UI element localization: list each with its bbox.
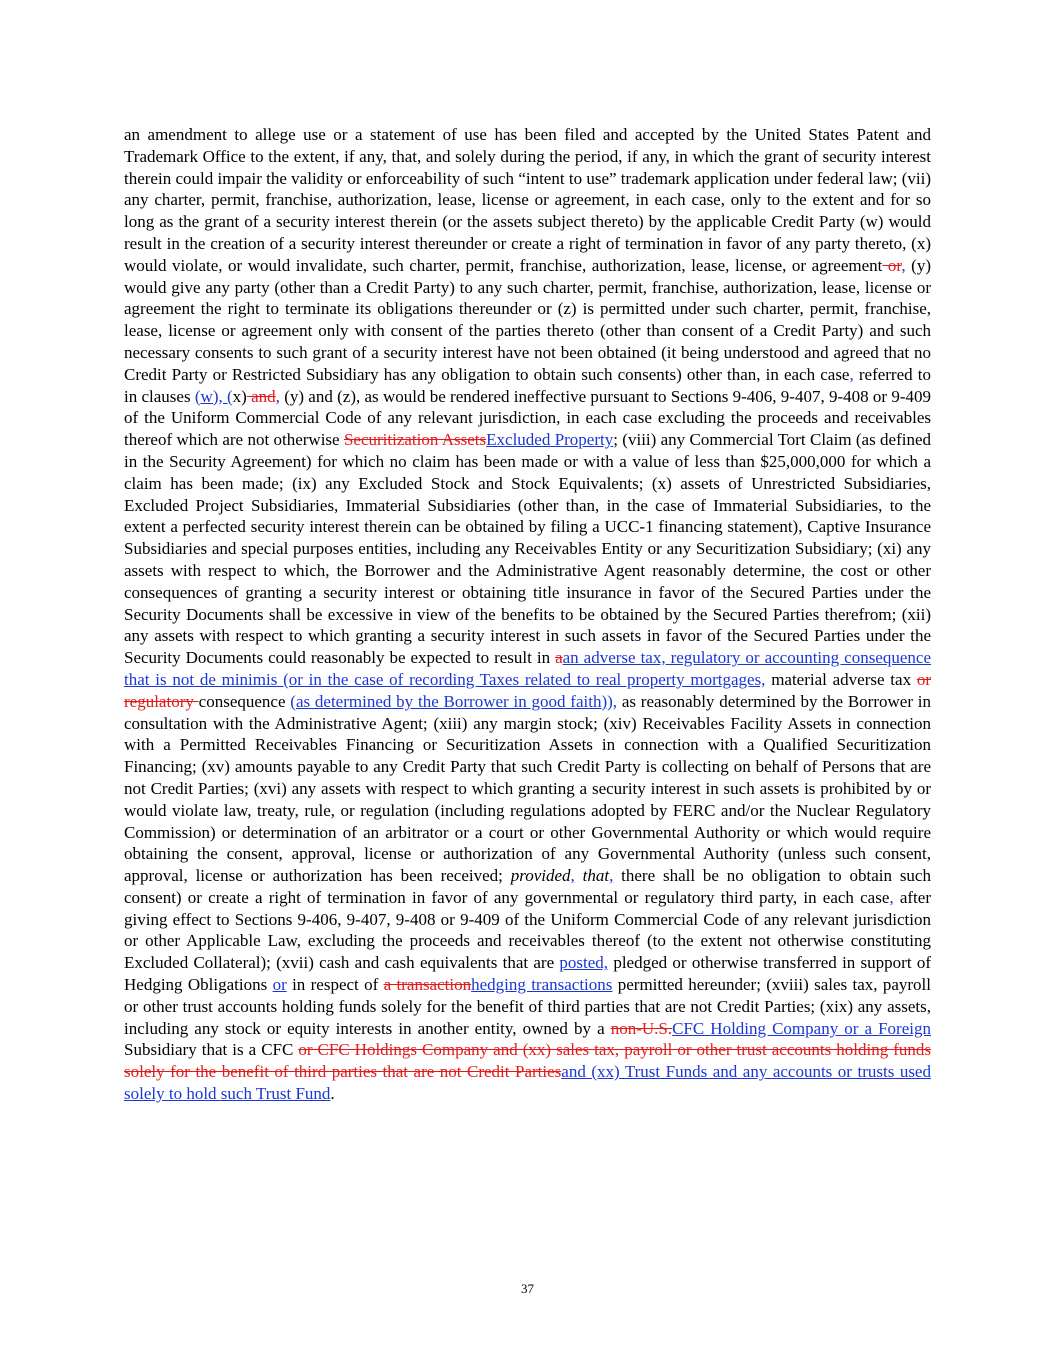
inserted-text: , (275, 386, 280, 406)
deleted-text: a (555, 648, 563, 668)
inserted-text: (as determined by the Borrower in good faith)), (290, 691, 618, 711)
text-run: (y) and (z), as would be rendered ineffective pursuant to Sections 9-406, 9-407, 9-408 or 9-409 of the Uniform Commercial Code of any relevant jurisdiction, in each case excluding the proceeds and receivables thereof which are not otherwise (124, 386, 932, 450)
text-run: (y) would give any party (other than a Credit Party) to any such charter, permit, franchise, authorization, lease, license or agreement the right to terminate its obligations thereunder or (z) is permitted under such charter, permit, franchise, lease, license or agreement only with consent of the parties thereto (other than consent of a Credit Party) and such necessary consents to such grant of a security interest have not been obtained (it being understood and agreed that no Credit Party or Restricted Subsidiary has any obligation to obtain such consents) other than, in each case (124, 255, 932, 384)
inserted-text: Excluded Property (486, 430, 614, 450)
inserted-text: an adverse tax, regulatory or accounting consequence that is not de minimis (or in the case of recording Taxes related to real property mortgages, (124, 648, 931, 689)
deleted-text: or (882, 255, 902, 275)
inserted-text: and (xx) Trust Funds and any accounts or trusts used solely to hold such Trust Fund (124, 1062, 931, 1104)
inserted-text: hedging transactions (471, 975, 613, 995)
text-run: x) (232, 386, 247, 406)
inserted-text: , (889, 887, 894, 907)
italic-text: that (574, 866, 610, 886)
text-run: permitted hereunder; (xviii) sales tax, payroll or other trust accounts holding funds solely for the benefit of third parties that are not Credit Parties; (xix) any assets, including any stock or equity interests in another entity, owned by a (124, 975, 931, 1038)
inserted-text: , (570, 866, 575, 886)
deleted-text: or CFC Holdings Company and (xx) sales tax, payroll or other trust accounts holding funds solely for the benefit of third parties that are not Credit Parties (124, 1040, 931, 1082)
inserted-text: , (901, 255, 906, 275)
text-run: as reasonably determined by the Borrower in consultation with the Administrative Agent; (xiii) any margin stock; (xiv) Receivables Facility Assets in connection with a Permitted Receivables Financing or Securitization Assets in connection with a Qualified Securitization Financing; (xv) amounts payable to any Credit Party that such Credit Party is collecting on behalf of Persons that are not Credit Parties; (xvi) any assets with respect to which granting a security interest in such assets is prohibited by or would violate law, treaty, rule, or regulation (including regulations adopted by FERC and/or the Nuclear Regulatory Commission) or determination of an arbitrator or a court or other Governmental Authority or which would require obtaining the consent, approval, license or authorization of any Governmental Authority (unless such consent, approval, license or authorization has been received; (124, 691, 932, 886)
deleted-text: non-U.S. (610, 1018, 673, 1038)
deleted-text: or regulatory (124, 669, 931, 711)
inserted-text: , (849, 364, 854, 384)
text-run: an amendment to allege use or a statement of use has been filed and accepted by the United States Patent and Trademark Office to the extent, if any, that, and solely during the period, if any, in which the grant of security interest therein could impair the validity or enforceability of such “intent to use” trademark application under federal law; (vii) any charter, permit, franchise, authorization, lease, license or agreement, in each case, only to the extent and for so long as the grant of a security interest therein (or the assets subject thereto) by the applicable Credit Party (w) would result in the creation of a security interest thereunder or create a right of termination in favor of any party thereto, (x) would violate, or would invalidate, such charter, permit, franchise, authorization, lease, license, or agreement (124, 125, 931, 275)
text-run: there shall be no obligation to obtain such consent) or create a right of termination in favor of any governmental or regulatory third party, in each case (124, 866, 931, 907)
inserted-text: , (609, 866, 614, 886)
text-run: material adverse tax (765, 669, 917, 689)
text-run: Subsidiary that is a CFC (124, 1040, 299, 1060)
text-run: pledged or otherwise transferred in support of Hedging Obligations (124, 953, 931, 995)
text-run: ; (viii) any Commercial Tort Claim (as defined in the Security Agreement) for which no claim has been made or with a value of less than $25,000,000 for which a claim has been made; (ix) any Excluded Stock and Stock Equivalents; (x) assets of Unrestricted Subsidiaries, Excluded Project Subsidiaries, Immaterial Subsidiaries (other than, in the case of Immaterial Subsidiaries, to the extent a perfected security interest therein can be obtained by filing a UCC-1 financing statement), Captive Insurance Subsidiaries and special purposes entities, including any Receivables Entity or any Securitization Subsidiary; (xi) any assets with respect to which, the Borrower and the Administrative Agent reasonably determine, the cost or other consequences of granting a security interest or obtaining title insurance in favor of the Secured Parties under the Security Documents shall be excessive in view of the benefits to be obtained by the Secured Parties therefrom; (xii) any assets with respect to which granting a security interest in such assets in favor of the Secured Parties under the Security Documents could reasonably be expected to result in (124, 430, 932, 668)
text-run: . (330, 1084, 335, 1104)
text-run: in respect of (286, 975, 384, 995)
inserted-text: or (272, 975, 287, 995)
body-paragraph (124, 124, 931, 1105)
deleted-text: Securitization Assets (343, 430, 487, 450)
text-run: after giving effect to Sections 9-406, 9-407, 9-408 or 9-409 of the Uniform Commercial Code of any relevant jurisdiction or other Applicable Law, excluding the proceeds and receivables thereof (to the extent not otherwise constituting Excluded Collateral); (xvii) cash and cash equivalents that are (124, 887, 931, 973)
inserted-text: (w), ( (194, 386, 233, 406)
text-run: consequence (198, 691, 291, 711)
text-run: referred to in clauses (124, 364, 931, 406)
deleted-text: a transaction (383, 975, 472, 995)
italic-text: provided (510, 866, 571, 886)
deleted-text: and (246, 386, 276, 406)
inserted-text: posted, (559, 953, 609, 973)
inserted-text: CFC Holding Company or a Foreign (672, 1018, 931, 1038)
page-number: 37 (521, 1281, 534, 1296)
